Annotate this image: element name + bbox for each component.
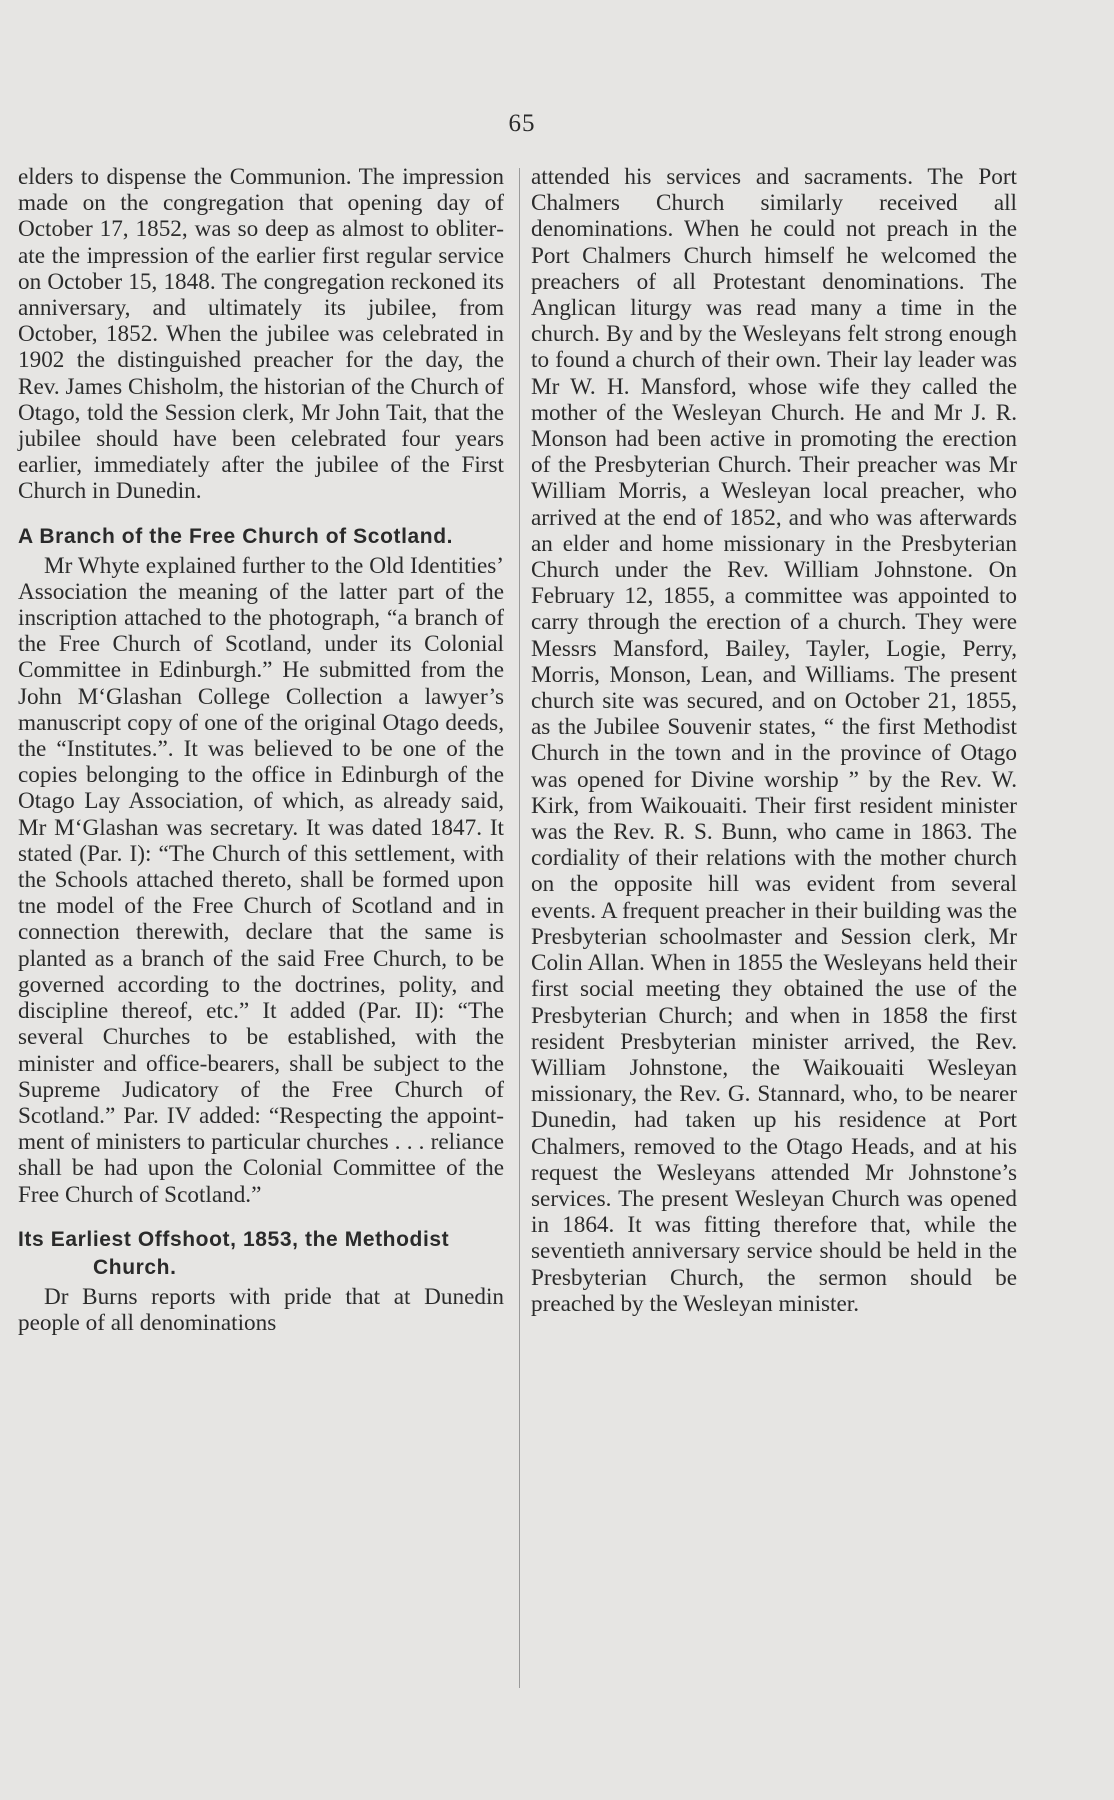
right-column	[531, 164, 1017, 1317]
paragraph: attended his services and sacraments. The Port Chalmers Church similarly received all denominations. When he could not preach in the Port Chalmers Church himself he welcomed the preachers of all Protestant denominations. The Anglican liturgy was read many a time in the church. By and by the Wesleyans felt strong enough to found a church of their own. Their lay leader was Mr W. H. Mansford, whose wife they called the mother of the Wesleyan Church. He and Mr J. R. Monson had been active in promoting the erection of the Presbyterian Church. Their preacher was Mr William Morris, a Wesleyan local preacher, who arrived at the end of 1852, and who was afterwards an elder and home missionary in the Presbyterian Church under the Rev. William Johnstone. On February 12, 1855, a committee was appointed to carry through the erection of a church. They were Messrs Mansford, Bailey, Tayler, Logie, Perry, Morris, Monson, Lean, and Williams. The present church site was secured, and on October 21, 1855, as the Jubilee Souvenir states, “ the first Methodist Church in the town and in the province of Otago was opened for Divine worship ” by the Rev. W. Kirk, from Waikouaiti. Their first resident minister was the Rev. R. S. Bunn, who came in 1863. The cordiality of their relations with the mother church on the opposite hill was evident from several events. A frequent preacher in their building was the Presbyterian schoolmaster and Session clerk, Mr Colin Allan. When in 1855 the Wesleyans held their first social meeting they obtained the use of the Presbyterian Church; and when in 1858 the first resident Presbyterian minister arrived, the Rev. William Johnstone, the Waikouaiti Wesleyan missionary, the Rev. G. Stannard, who, to be nearer Dunedin, had taken up his residence at Port Chalmers, removed to the Otago Heads, and at his request the Wesleyans attended Mr Johnstone’s services. The present Wesleyan Church was opened in 1864. It was fitting therefore that, while the seventieth anniversary service should be held in the Presbyterian Church, the sermon should be preached by the Wesleyan minister.	[531, 164, 1017, 1317]
paragraph: elders to dispense the Communion. The impression made on the congregation that opening day of October 17, 1852, was so deep as almost to obliterate the impression of the earlier first regular service on October 15, 1848. The congregation reckoned its anniversary, and ultimately its jubilee, from October, 1852. When the jubilee was celebrated in 1902 the distinguished preacher for the day, the Rev. James Chisholm, the historian of the Church of Otago, told the Session clerk, Mr John Tait, that the jubilee should have been celebrated four years earlier, immediately after the jubilee of the First Church in Dunedin.	[18, 164, 504, 505]
paragraph: Mr Whyte explained further to the Old Identities’ Association the meaning of the latter part of the inscription attached to the photograph, “a branch of the Free Church of Scotland, under its Colonial Committee in Edinburgh.” He submitted from the John M‘Glashan College Collection a lawyer’s manuscript copy of one of the original Otago deeds, the “Institutes.”. It was believed to be one of the copies belonging to the office in Edinburgh of the Otago Lay Association, of which, as already said, Mr M‘Glashan was secretary. It was dated 1847. It stated (Par. I): “The Church of this settlement, with the Schools attached thereto, shall be formed upon tne model of the Free Church of Scotland and in connection therewith, declare that the same is planted as a branch of the said Free Church, to be governed according to the doctrines, polity, and discipline thereof, etc.” It added (Par. II): “The several Churches to be established, with the minister and office-bearers, shall be subject to the Supreme Judicatory of the Free Church of Scotland.” Par. IV added: “Respecting the appointment of ministers to particular churches . . . reliance shall be had upon the Colonial Committee of the Free Church of Scotland.”	[18, 552, 504, 1208]
section-heading: Its Earliest Offshoot, 1853, the Methodist Church.	[18, 1227, 450, 1279]
page-number: 65	[508, 110, 536, 137]
left-column	[18, 164, 504, 1336]
column-divider	[519, 168, 520, 1688]
paragraph: Dr Burns reports with pride that at Dunedin people of all denominations	[18, 1283, 504, 1336]
section-heading: A Branch of the Free Church of Scotland.	[18, 524, 454, 548]
